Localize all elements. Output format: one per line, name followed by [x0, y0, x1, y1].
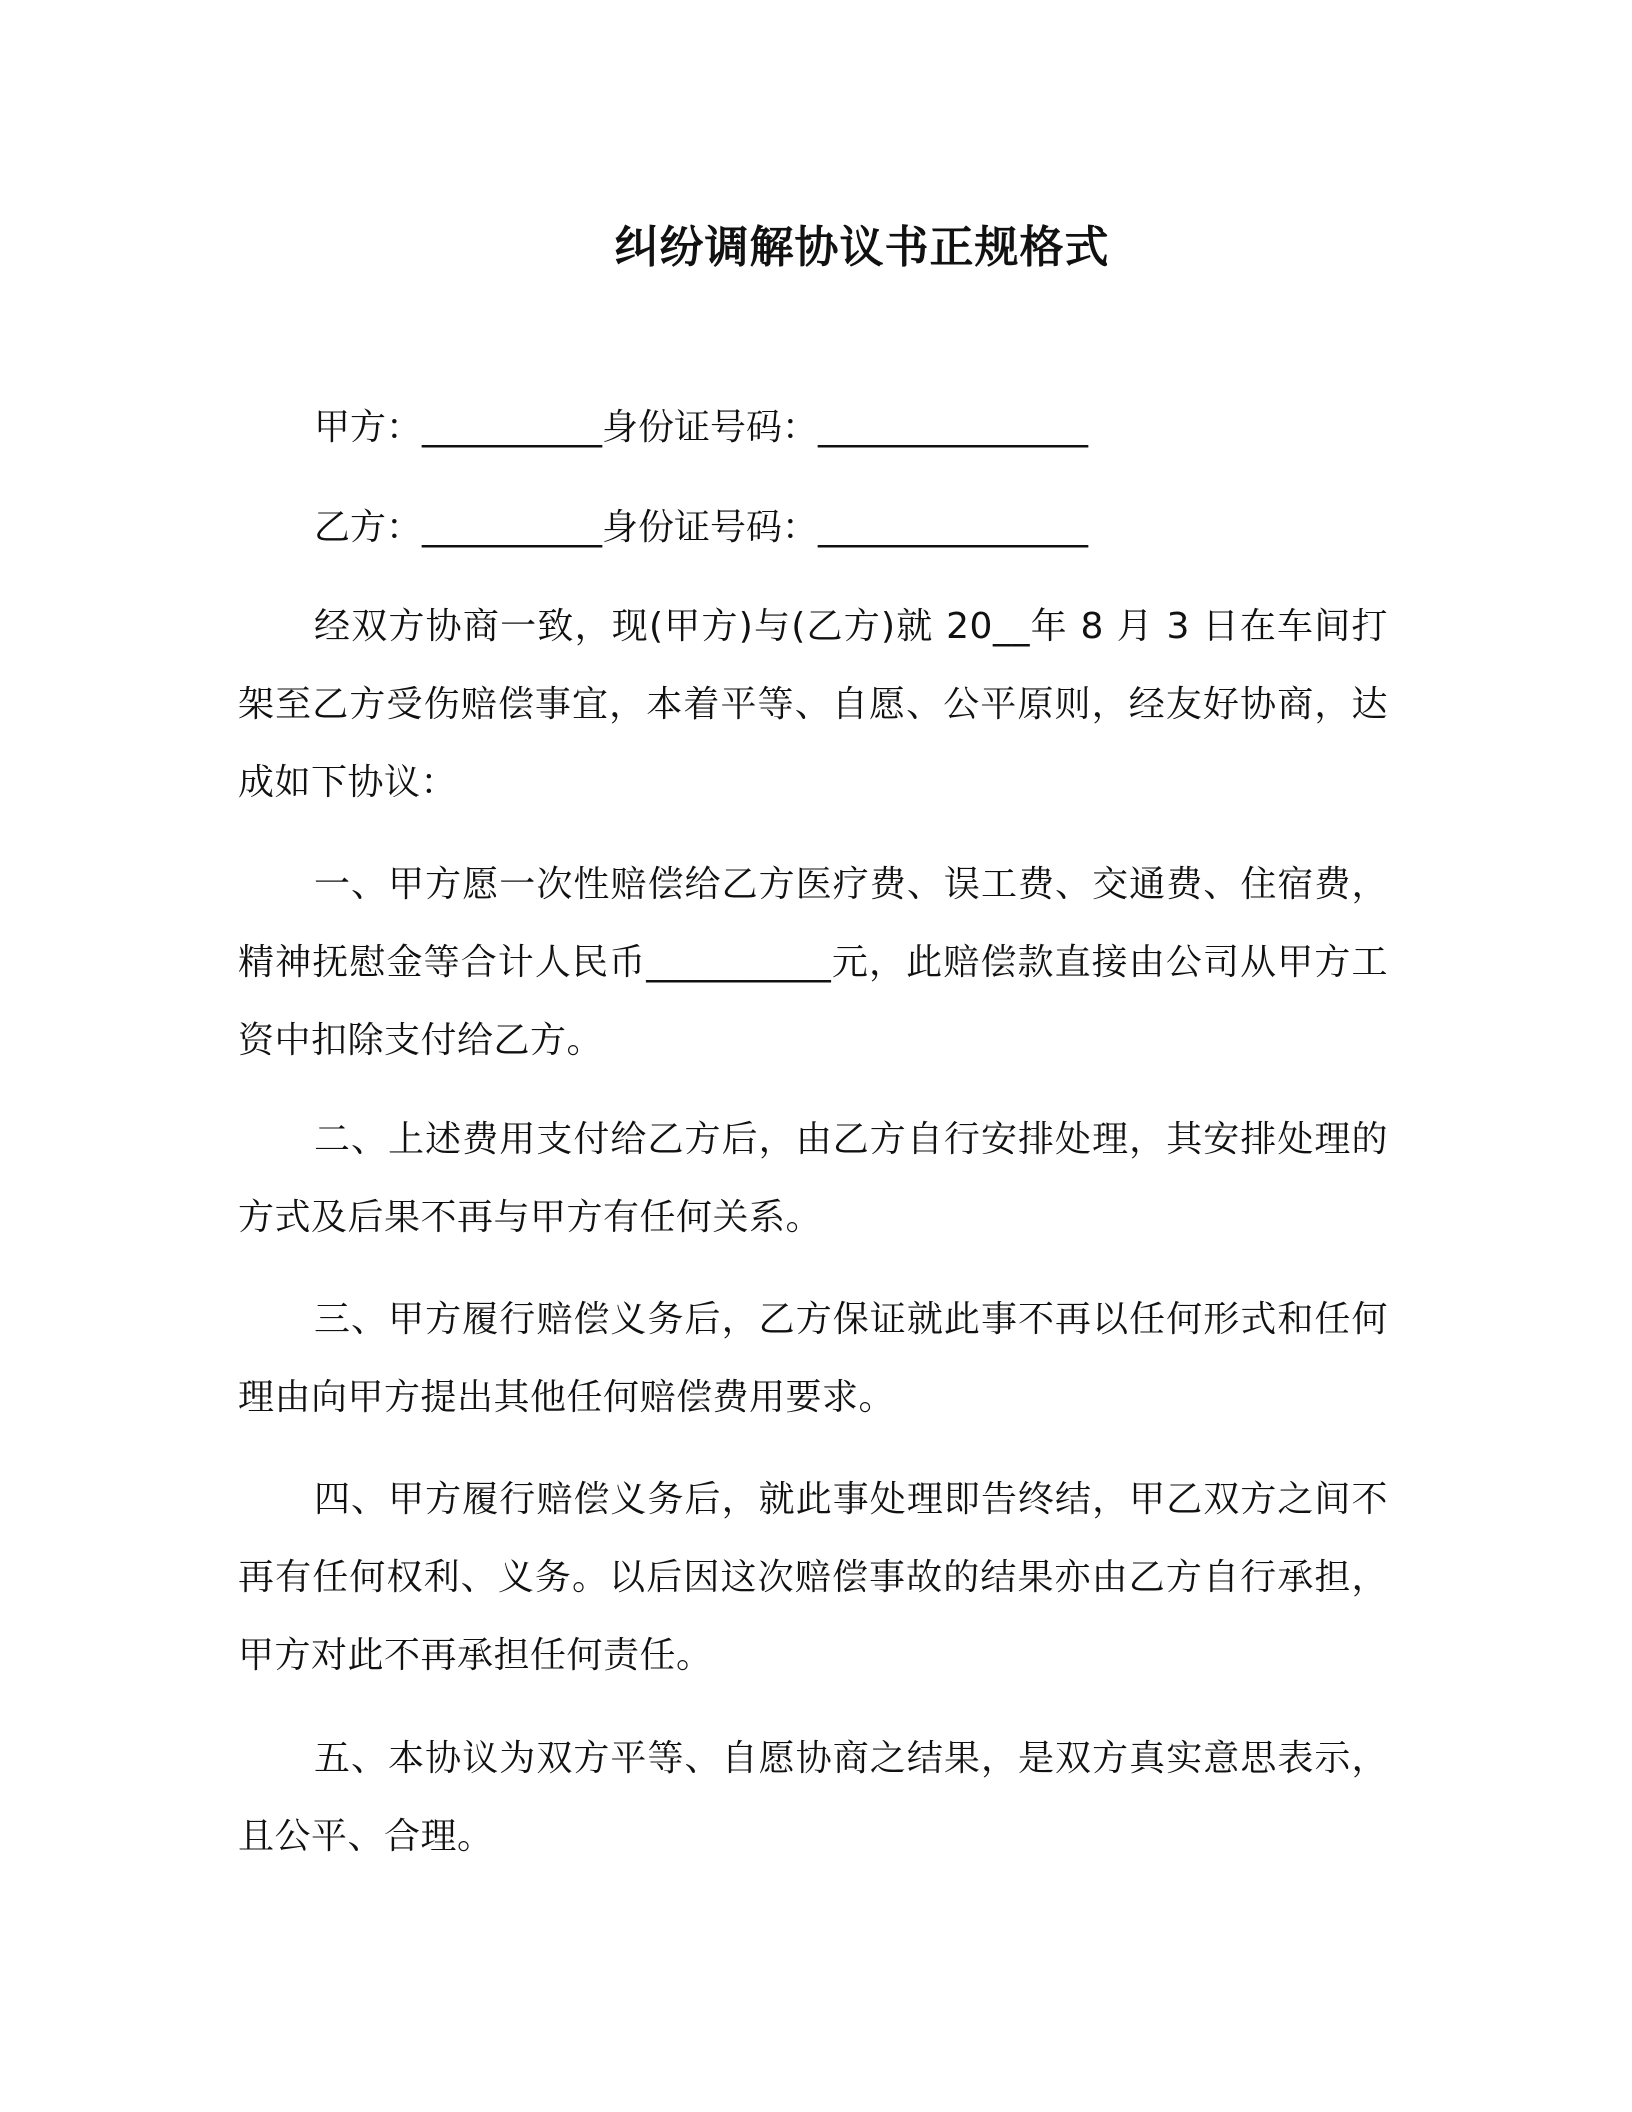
- party-a-line: 甲方：__________身份证号码：_______________: [314, 407, 1089, 448]
- clause-5: 五、本协议为双方平等、自愿协商之结果，是双方真实意思表示，且公平、合理。: [238, 1738, 1388, 1857]
- party-b-line: 乙方：__________身份证号码：_______________: [314, 507, 1089, 548]
- clause-4: 四、甲方履行赔偿义务后，就此事处理即告终结，甲乙双方之间不再有任何权利、义务。以后因这次赔偿事故的结果亦由乙方自行承担，甲方对此不再承担任何责任。: [238, 1479, 1388, 1676]
- document-title: 纠纷调解协议书正规格式: [614, 222, 1110, 273]
- clause-2: 二、上述费用支付给乙方后，由乙方自行安排处理，其安排处理的方式及后果不再与甲方有任何关系。: [238, 1119, 1388, 1238]
- clause-1: 一、甲方愿一次性赔偿给乙方医疗费、误工费、交通费、住宿费，精神抚慰金等合计人民币__________元，此赔偿款直接由公司从甲方工资中扣除支付给乙方。: [238, 864, 1388, 1061]
- intro-paragraph: 经双方协商一致，现(甲方)与(乙方)就 20__年 8 月 3 日在车间打架至乙方受伤赔偿事宜，本着平等、自愿、公平原则，经友好协商，达成如下协议：: [238, 606, 1388, 803]
- clause-3: 三、甲方履行赔偿义务后，乙方保证就此事不再以任何形式和任何理由向甲方提出其他任何赔偿费用要求。: [238, 1299, 1388, 1418]
